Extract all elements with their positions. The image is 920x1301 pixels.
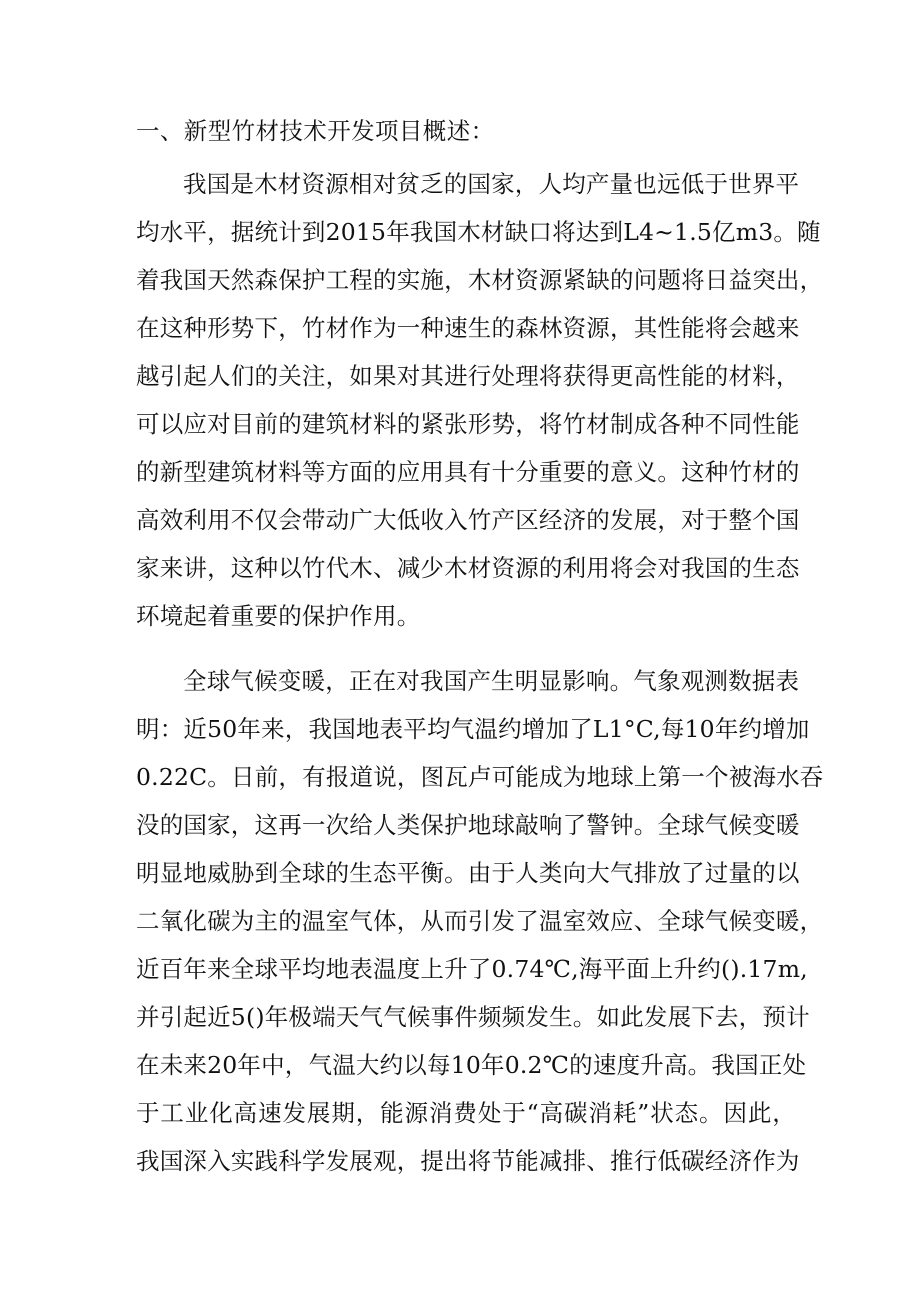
paragraph-2-line-1: 全球气候变暖，正在对我国产生明显影响。气象观测数据表	[183, 667, 800, 695]
paragraph-1-line-5: 越引起人们的关注，如果对其进行处理将获得更高性能的材料，	[136, 362, 800, 390]
paragraph-2-line-7: 近百年来全球平均地表温度上升了0.74℃,海平面上升约().17m,	[136, 955, 808, 983]
paragraph-2-line-6: 二氧化碳为主的温室气体，从而引发了温室效应、全球气候变暖，	[136, 907, 824, 935]
paragraph-1-line-4: 在这种形势下，竹材作为一种速生的森林资源，其性能将会越来	[136, 314, 800, 342]
paragraph-1-line-10: 环境起着重要的保护作用。	[136, 602, 421, 630]
paragraph-2-line-8: 并引起近5()年极端天气气候事件频频发生。如此发展下去，预计	[136, 1003, 810, 1031]
paragraph-1-line-3: 着我国天然森保护工程的实施，木材资源紧缺的问题将日益突出，	[136, 266, 824, 294]
paragraph-2-line-3: 0.22C。日前，有报道说，图瓦卢可能成为地球上第一个被海水吞	[136, 763, 824, 791]
paragraph-2-line-10: 于工业化高速发展期，能源消费处于“高碳消耗”状态。因此，	[136, 1099, 796, 1127]
paragraph-1-line-9: 家来讲，这种以竹代木、减少木材资源的利用将会对我国的生态	[136, 554, 800, 582]
paragraph-2-line-9: 在未来20年中，气温大约以每10年0.2℃的速度升高。我国正处	[136, 1051, 807, 1079]
paragraph-2-line-11: 我国深入实践科学发展观，提出将节能减排、推行低碳经济作为	[136, 1147, 800, 1175]
paragraph-1-line-6: 可以应对目前的建筑材料的紧张形势，将竹材制成各种不同性能	[136, 410, 800, 438]
paragraph-1-line-2: 均水平，据统计到2015年我国木材缺口将达到L4~1.5亿m3。随	[136, 218, 821, 246]
paragraph-1-line-1: 我国是木材资源相对贫乏的国家，人均产量也远低于世界平	[183, 170, 800, 198]
paragraph-2-line-2: 明：近50年来，我国地表平均气温约增加了L1°C,每10年约增加	[136, 715, 810, 743]
section-heading: 一、新型竹材技术开发项目概述：	[136, 117, 495, 145]
paragraph-2-line-4: 没的国家，这再一次给人类保护地球敲响了警钟。全球气候变暖	[136, 811, 800, 839]
paragraph-1-line-8: 高效利用不仅会带动广大低收入竹产区经济的发展，对于整个国	[136, 506, 800, 534]
paragraph-1-line-7: 的新型建筑材料等方面的应用具有十分重要的意义。这种竹材的	[136, 458, 800, 486]
paragraph-2-line-5: 明显地威胁到全球的生态平衡。由于人类向大气排放了过量的以	[136, 859, 800, 887]
